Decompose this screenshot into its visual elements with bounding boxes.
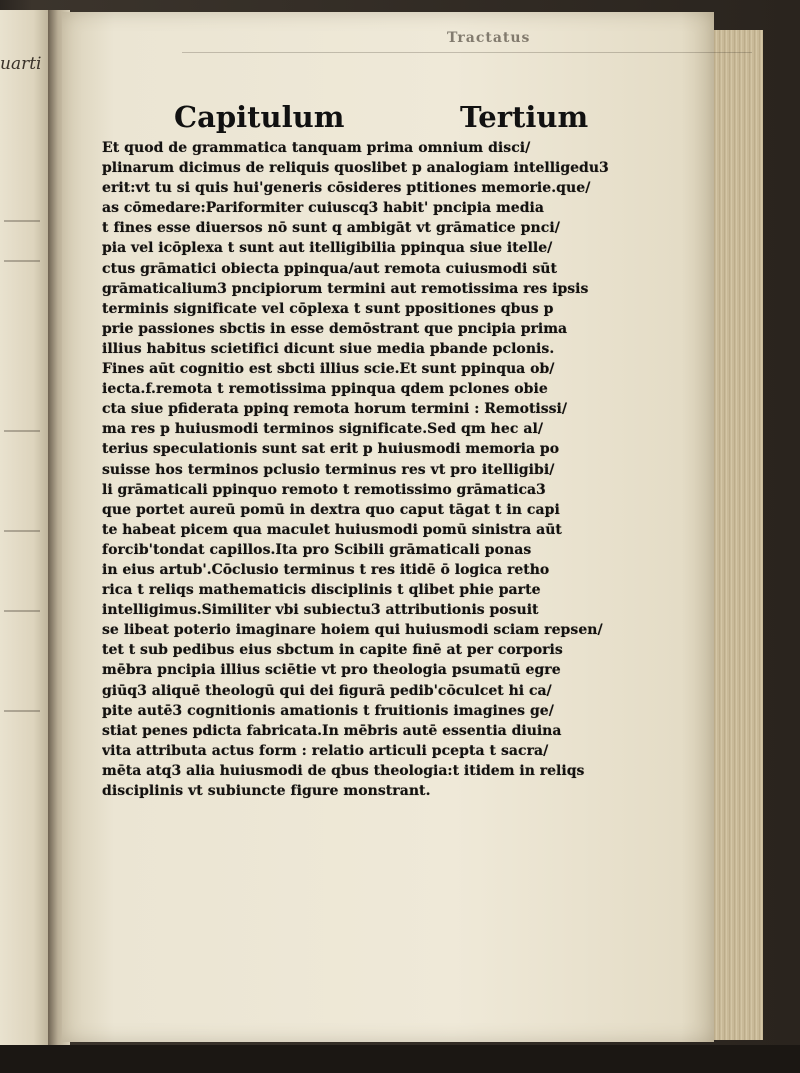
running-head: Tractatus bbox=[447, 30, 531, 46]
text-line: pite autē3 cognitionis amationis t fruitionis imagines ge/ bbox=[102, 702, 554, 719]
heading-tertium: Tertium bbox=[460, 100, 589, 134]
text-line: li grāmaticali ppinquo remoto t remotissimo grāmatica3 bbox=[102, 481, 546, 498]
text-line: terius speculationis sunt sat erit p huiusmodi memoria po bbox=[102, 441, 560, 458]
text-line: ctus grāmatici obiecta ppinqua/aut remota cuiusmodi sūt bbox=[102, 260, 557, 277]
left-facing-page bbox=[0, 10, 50, 1050]
text-line: as cōmedare:Pariformiter cuiuscq3 habit' pncipia media bbox=[102, 200, 544, 217]
bottom-shadow bbox=[0, 1045, 800, 1073]
text-line: stiat penes pdicta fabricata.In mēbris autē essentia diuina bbox=[102, 722, 562, 739]
text-line: mēta atq3 alia huiusmodi de qbus theologia:t itidem in reliqs bbox=[102, 762, 585, 779]
heading-capitulum: Capitulum bbox=[174, 100, 345, 134]
text-line: giūq3 aliquē theologū qui dei figurā pedib'cōculcet hi ca/ bbox=[102, 682, 552, 699]
text-line: forcib'tondat capillos.Ita pro Scibili grāmaticali ponas bbox=[102, 541, 532, 558]
text-line: pia vel icōplexa t sunt aut itelligibilia ppinqua siue itelle/ bbox=[102, 240, 553, 257]
book-page bbox=[62, 12, 714, 1042]
text-line: disciplinis vt subiuncte figure monstrant. bbox=[102, 783, 431, 799]
text-line: plinarum dicimus de reliquis quoslibet p analogiam intelligedu3 bbox=[102, 160, 609, 177]
chapter-heading bbox=[132, 100, 692, 140]
text-line: t fines esse diuersos nō sunt q ambigāt vt grāmatice pnci/ bbox=[102, 220, 560, 237]
text-line: te habeat picem qua maculet huiusmodi pomū sinistra aūt bbox=[102, 521, 562, 538]
text-line: iecta.f.remota t remotissima ppinqua qdem pclones obie bbox=[102, 381, 548, 398]
left-page-mark bbox=[4, 610, 40, 612]
text-line: cta siue pfiderata ppinq remota horum termini : Remotissi/ bbox=[102, 401, 567, 418]
text-line: tet t sub pedibus eius sbctum in capite finē at per corporis bbox=[102, 642, 563, 659]
left-page-mark bbox=[4, 220, 40, 222]
text-line: vita attributa actus form : relatio articuli pcepta t sacra/ bbox=[102, 742, 549, 759]
text-line: se libeat poterio imaginare hoiem qui huiusmodi sciam repsen/ bbox=[102, 622, 603, 639]
left-page-mark bbox=[4, 260, 40, 262]
text-line: grāmaticalium3 pncipiorum termini aut remotissima res ipsis bbox=[102, 280, 589, 297]
text-line: suisse hos terminos pclusio terminus res vt pro itelligibi/ bbox=[102, 461, 555, 478]
text-line: mēbra pncipia illius sciētie vt pro theologia psumatū egre bbox=[102, 662, 561, 679]
text-line: Fines aūt cognitio est sbcti illius scie.Et sunt ppinqua ob/ bbox=[102, 361, 555, 378]
text-line: intelligimus.Similiter vbi subiectu3 attributionis posuit bbox=[102, 602, 539, 619]
text-line: que portet aureū pomū in dextra quo caput tāgat t in capi bbox=[102, 501, 560, 518]
text-line: rica t reliqs mathematicis disciplinis t qlibet phie parte bbox=[102, 582, 541, 599]
header-rule bbox=[182, 52, 752, 53]
text-line: illius habitus scietifici dicunt siue media pbande pclonis. bbox=[102, 340, 555, 357]
text-line: Et quod de grammatica tanquam prima omnium disci/ bbox=[102, 140, 531, 156]
text-line: terminis significate vel cōplexa t sunt ppositiones qbus p bbox=[102, 300, 554, 317]
text-line: erit:vt tu si quis hui'generis cōsideres ptitiones memorie.que/ bbox=[102, 180, 591, 197]
text-line: ma res p huiusmodi terminos significate.Sed qm hec al/ bbox=[102, 421, 543, 438]
text-line: in eius artub'.Cōclusio terminus t res itidē ō logica retho bbox=[102, 561, 550, 578]
left-page-corner-text: uarti bbox=[0, 54, 42, 74]
left-page-mark bbox=[4, 430, 40, 432]
left-page-mark bbox=[4, 530, 40, 532]
text-line: prie passiones sbctis in esse demōstrant que pncipia prima bbox=[102, 320, 568, 337]
body-text bbox=[102, 138, 752, 801]
left-page-mark bbox=[4, 710, 40, 712]
